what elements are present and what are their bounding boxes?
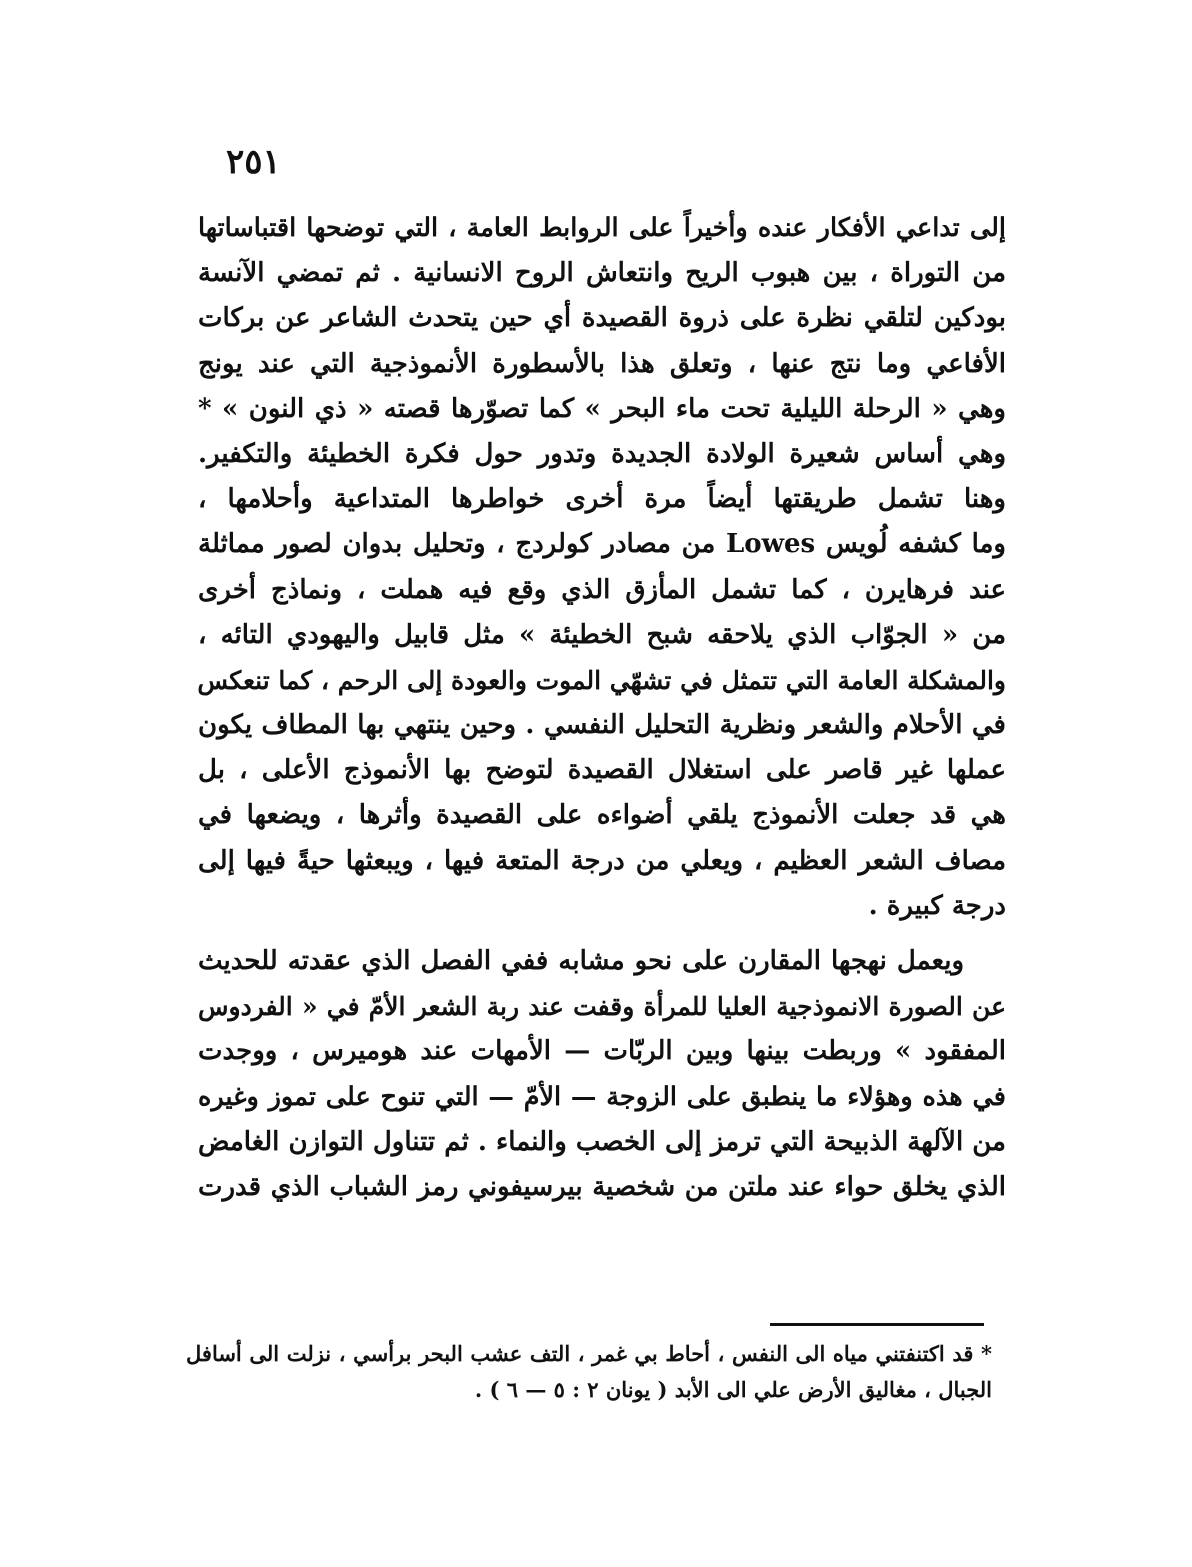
text-line: بودكين لتلقي نظرة على ذروة القصيدة أي حين يتحدث الشاعر عن بركات — [198, 303, 1006, 334]
text-line: عملها غير قاصر على استغلال القصيدة لتوضح بها الأنموذج الأعلى ، بل — [198, 755, 1006, 786]
paragraph-gap — [198, 929, 1006, 939]
text-line: من « الجوّاب الذي يلاحقه شبح الخطيئة » مثل قابيل واليهودي التائه ، — [198, 619, 1006, 650]
text-line: إلى تداعي الأفكار عنده وأخيراً على الروابط العامة ، التي توضحها اقتباساتها — [198, 213, 1006, 243]
footnote-line: * قد اكتنفتني مياه الى النفس ، أحاط بي غمر ، التف عشب البحر برأسي ، نزلت الى أسافل — [186, 1341, 992, 1366]
footnote-line: الجبال ، مغاليق الأرض علي الى الأبد ( يونان ٢ : ٥ — ٦ ) . — [474, 1377, 992, 1402]
text-line: الذي يخلق حواء عند ملتن من شخصية بيرسيفوني رمز الشباب الذي قدرت — [198, 1171, 1006, 1202]
text-line: وهي أساس شعيرة الولادة الجديدة وتدور حول فكرة الخطيئة والتكفير. — [198, 438, 1006, 469]
text-line: عند فرهايرن ، كما تشمل المأزق الذي وقع فيه هملت ، ونماذج أخرى — [198, 574, 1006, 605]
text-line: من التوراة ، بين هبوب الريح وانتعاش الروح الانسانية . ثم تمضي الآنسة — [198, 258, 1006, 289]
text-line: والمشكلة العامة التي تتمثل في تشهّي الموت والعودة إلى الرحم ، كما تنعكس — [197, 665, 1006, 695]
text-line: وهي « الرحلة الليلية تحت ماء البحر » كما تصوّرها قصته « ذي النون » * — [198, 393, 1006, 424]
footnote-divider — [770, 1323, 984, 1326]
text-line: وما كشفه لُويس Lowes من مصادر كولردج ، وتحليل بدوان لصور مماثلة — [198, 529, 1006, 560]
page-number: ٢٥١ — [226, 142, 281, 182]
text-line: درجة كبيرة . — [868, 890, 1006, 921]
text-line: هي قد جعلت الأنموذج يلقي أضواءه على القصيدة وأثرها ، ويضعها في — [198, 800, 1006, 831]
text-line: ويعمل نهجها المقارن على نحو مشابه ففي الفصل الذي عقدته للحديث — [198, 946, 964, 976]
text-line: الأفاعي وما نتج عنها ، وتعلق هذا بالأسطورة الأنموذجية التي عند يونج — [198, 348, 1006, 379]
text-line: عن الصورة الانموذجية العليا للمرأة وقفت عند ربة الشعر الأمّ في « الفردوس — [198, 992, 1006, 1022]
text-line: وهنا تشمل طريقتها أيضاً مرة أخرى خواطرها المتداعية وأحلامها ، — [198, 484, 1006, 515]
text-line: المفقود » وربطت بينها وبين الربّات — الأمهات عند هوميرس ، ووجدت — [198, 1036, 1006, 1067]
footnote — [186, 1336, 992, 1408]
text-line: في الأحلام والشعر ونظرية التحليل النفسي . وحين ينتهي بها المطاف يكون — [198, 710, 1006, 741]
text-line: من الآلهة الذبيحة التي ترمز إلى الخصب والنماء . ثم تتناول التوازن الغامض — [198, 1126, 1006, 1157]
text-line: في هذه وهؤلاء ما ينطبق على الزوجة — الأمّ — التي تنوح على تموز وغيره — [198, 1081, 1006, 1112]
text-line: مصاف الشعر العظيم ، ويعلي من درجة المتعة فيها ، ويبعثها حيةً فيها إلى — [198, 845, 1006, 876]
main-text — [198, 206, 1006, 1210]
